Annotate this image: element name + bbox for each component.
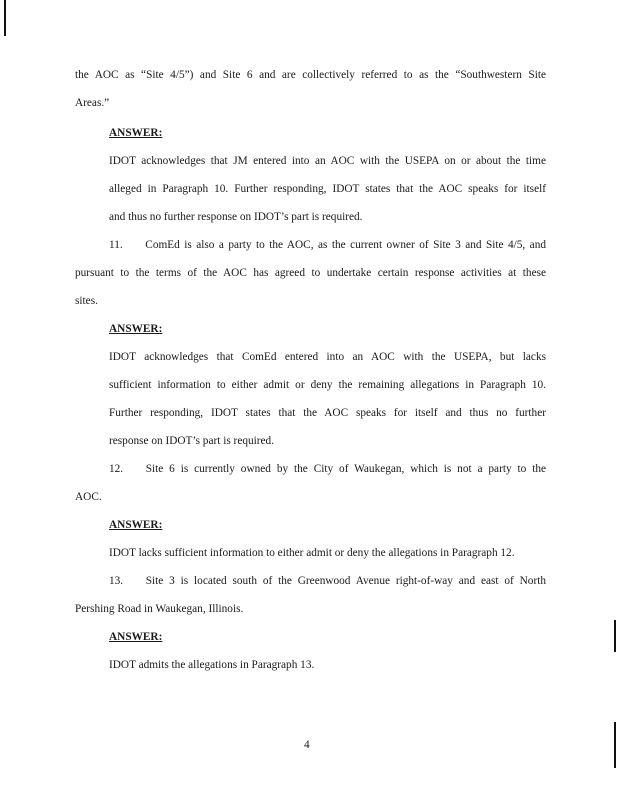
answer-text-line: IDOT acknowledges that JM entered into an AOC with the USEPA on or about the time xyxy=(109,155,546,167)
answer-text-line: sufficient information to either admit or deny the remaining allegations in Paragraph 10. xyxy=(109,379,546,391)
body-text-line: Areas.” xyxy=(75,97,110,109)
paragraph-11-line: 11. ComEd is also a party to the AOC, as the current owner of Site 3 and Site 4/5, and xyxy=(109,239,546,251)
scan-mark-right-bottom xyxy=(614,722,616,768)
paragraph-11-line: sites. xyxy=(75,295,98,307)
answer-text-line: IDOT lacks sufficient information to either admit or deny the allegations in Paragraph 12. xyxy=(109,547,515,559)
paragraph-12-line: 12. Site 6 is currently owned by the City of Waukegan, which is not a party to the xyxy=(109,463,546,475)
body-text-line: the AOC as “Site 4/5”) and Site 6 and are collectively referred to as the “Southwestern Site xyxy=(75,69,546,81)
scan-mark-top-left xyxy=(4,0,6,36)
paragraph-13-line: Pershing Road in Waukegan, Illinois. xyxy=(75,603,244,615)
answer-text-line: IDOT admits the allegations in Paragraph 13. xyxy=(109,659,315,671)
answer-heading: ANSWER: xyxy=(109,631,163,643)
paragraph-12-line: AOC. xyxy=(75,491,102,503)
answer-heading: ANSWER: xyxy=(109,127,163,139)
answer-text-line: and thus no further response on IDOT’s part is required. xyxy=(109,211,363,223)
paragraph-13-line: 13. Site 3 is located south of the Greenwood Avenue right-of-way and east of North xyxy=(109,575,546,587)
answer-text-line: response on IDOT’s part is required. xyxy=(109,435,275,447)
paragraph-11-line: pursuant to the terms of the AOC has agreed to undertake certain response activities at these xyxy=(75,267,546,279)
answer-text-line: Further responding, IDOT states that the AOC speaks for itself and thus no further xyxy=(109,407,546,419)
scan-mark-right-middle xyxy=(614,620,616,652)
answer-text-line: alleged in Paragraph 10. Further responding, IDOT states that the AOC speaks for itself xyxy=(109,183,546,195)
answer-heading: ANSWER: xyxy=(109,519,163,531)
answer-text-line: IDOT acknowledges that ComEd entered into an AOC with the USEPA, but lacks xyxy=(109,351,546,363)
page-number: 4 xyxy=(304,739,310,751)
answer-heading: ANSWER: xyxy=(109,323,163,335)
